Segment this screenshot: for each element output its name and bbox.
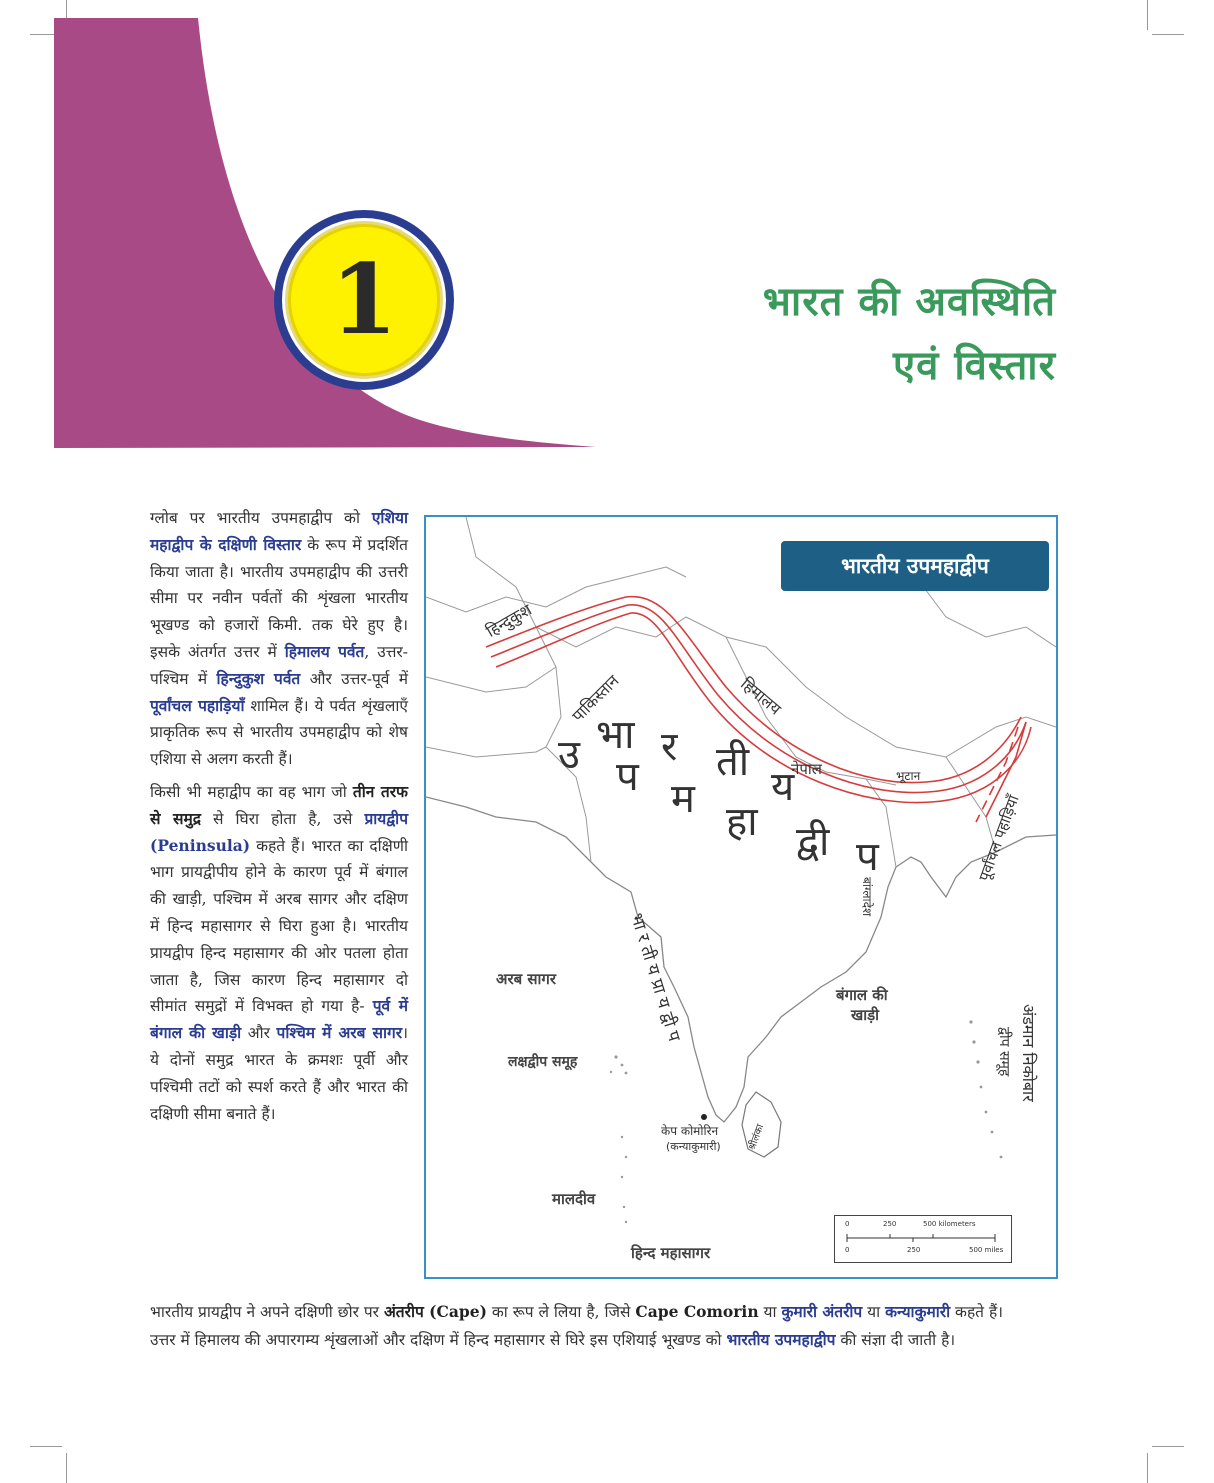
label-andaman-1: अंडमान निकोबार [1019, 1004, 1038, 1102]
label-arab-sagar: अरब सागर [496, 970, 556, 988]
text: कहते हैं। भारत का दक्षिणी भाग प्रायद्वीपीय होने के कारण पूर्व में बंगाल की खाड़ी, पश्चिम में अरब सागर और दक्षिण में हिन्द महासागर से घिरा हुआ है। भारतीय प्रायद्वीप हिन्द महासागर की ओर पतला होता जाता है, जिस कारण हिन्द महासागर दो सीमांत समुद्रों में विभक्त हो गया है- [150, 836, 408, 1016]
label-upmahadweep-5: द्वी [796, 819, 830, 865]
highlight: भारतीय उपमहाद्वीप [726, 1330, 836, 1349]
text: शामिल हैं। ये पर्वत शृंखलाएँ प्राकृतिक रूप से भारतीय उपमहाद्वीप को शेष एशिया से अलग करती हैं। [150, 696, 409, 769]
text: और [241, 1024, 277, 1043]
label-cape-comorin-2: (कन्याकुमारी) [666, 1140, 721, 1153]
highlight: कुमारी अंतरीप [781, 1302, 863, 1321]
label-bharatiya-2: र [661, 724, 678, 770]
chapter-title-line2: एवं विस्तार [893, 343, 1056, 389]
chapter-number: 1 [330, 243, 398, 356]
label-upmahadweep-4: हा [726, 799, 758, 845]
cape-comorin-dot [701, 1114, 707, 1120]
label-nepal: नेपाल [791, 760, 822, 778]
scale-km-250: 250 [883, 1220, 897, 1228]
highlight: हिमालय पर्वत [284, 641, 365, 661]
crop-mark [30, 1446, 62, 1447]
border-line [426, 667, 556, 692]
text: , उत्तर-पश्चिम में [150, 642, 408, 688]
chapter-banner [0, 0, 1214, 460]
bold-text: Cape Comorin [635, 1302, 759, 1321]
body-text [150, 505, 408, 1133]
label-bangladesh: बांग्लादेश [860, 877, 874, 917]
crop-mark [1147, 1453, 1148, 1483]
label-bangal-2: खाड़ी [851, 1006, 880, 1024]
subcontinent-map [424, 515, 1058, 1279]
label-upmahadweep-6: प [856, 834, 879, 880]
text: और उत्तर-पूर्व में [300, 669, 408, 688]
label-bangal-1: बंगाल की [836, 986, 888, 1004]
border-line [426, 747, 546, 757]
text: भारतीय प्रायद्वीप ने अपने दक्षिणी छोर पर [150, 1303, 384, 1321]
map-scale [834, 1215, 1012, 1263]
highlight: कन्याकुमारी [885, 1302, 951, 1321]
label-purvanchal: पूर्वांचल पहाड़ियाँ [974, 792, 1023, 884]
label-andaman-2: द्वीप समूह [996, 1027, 1012, 1077]
label-himalaya: हिमालय [737, 674, 785, 719]
label-bharatiya-4: य [771, 764, 795, 810]
text: ग्लोब पर भारतीय उपमहाद्वीप को [150, 509, 372, 527]
wide-text [150, 1298, 1062, 1354]
text: की संज्ञा दी जाती है। [835, 1331, 956, 1349]
text: या [758, 1303, 782, 1321]
text: कहते हैं। [950, 1303, 1004, 1321]
bold-text: अंतरीप (Cape) [383, 1302, 487, 1321]
highlight: एशिया महाद्वीप के दक्षिणी विस्तार [150, 508, 408, 554]
label-lakshadweep: लक्षद्वीप समूह [508, 1054, 578, 1070]
label-bharatiya-3: ती [716, 739, 750, 785]
label-cape-comorin-1: केप कोमोरिन [661, 1124, 719, 1138]
text: उत्तर में हिमालय की अपारगम्य शृंखलाओं और दक्षिण में हिन्द महासागर से घिरे इस एशियाई भूखण्ड को [150, 1331, 727, 1349]
highlight: पश्चिम में अरब सागर [276, 1023, 403, 1043]
highlight: पूर्व में बंगाल की खाड़ी [150, 996, 408, 1043]
scale-mi-250: 250 [907, 1246, 921, 1254]
text: या [862, 1303, 886, 1321]
bold-text: तीन तरफ से समुद्र [150, 781, 408, 828]
label-bharatiya-1: भा [596, 712, 635, 758]
paragraph-4 [150, 1326, 1062, 1354]
map-outline [426, 517, 1056, 1277]
paragraph-3 [150, 1298, 1062, 1326]
crop-mark [1152, 1446, 1184, 1447]
label-prayadweep: भा र ती य प्रा य द्वी प [626, 910, 684, 1044]
scale-km-label: 500 kilometers [923, 1220, 976, 1228]
text: । ये दोनों समुद्र भारत के क्रमशः पूर्वी और पश्चिमी तटों को स्पर्श करते हैं और भारत की दक्षिणी सीमा बनाते हैं। [150, 1024, 408, 1123]
paragraph-2 [150, 779, 408, 1127]
label-bhutan: भूटान [896, 769, 921, 783]
text: के रूप में प्रदर्शित किया जाता है। भारतीय उपमहाद्वीप की उत्तरी सीमा पर नवीन पर्वतों की शृंखला भारतीय भूखण्ड को हजारों किमी. तक घेरे हुए है। इसके अंतर्गत उत्तर में [150, 535, 408, 661]
label-upmahadweep-3: म [671, 776, 695, 822]
border-line [426, 567, 686, 612]
label-srilanka: श्रीलंका [746, 1122, 767, 1152]
chapter-title-line1: भारत की अवस्थिति [762, 279, 1056, 325]
label-maldives: मालदीव [552, 1190, 596, 1208]
scale-mi-0: 0 [845, 1246, 850, 1254]
label-upmahadweep-1: उ [558, 732, 580, 778]
highlight: हिन्दुकुश पर्वत [216, 668, 301, 688]
scale-km-0: 0 [845, 1220, 850, 1228]
text: से घिरा होता है, उसे [200, 809, 365, 828]
paragraph-1 [150, 505, 408, 773]
highlight: प्रायद्वीप (Peninsula) [150, 808, 408, 855]
scale-mi-label: 500 miles [969, 1246, 1004, 1254]
label-hind-mahasagar: हिन्द महासागर [631, 1244, 711, 1262]
label-pakistan: पाकिस्तान [568, 671, 623, 726]
highlight: पूर्वांचल पहाड़ियाँ [150, 695, 245, 715]
text: का रूप ले लिया है, जिसे [486, 1303, 636, 1321]
label-hindukush: हिन्दुकुश [482, 599, 535, 641]
label-upmahadweep-2: प [616, 754, 639, 800]
text: किसी भी महाद्वीप का वह भाग जो [150, 782, 353, 801]
map-title: भारतीय उपमहाद्वीप [781, 541, 1049, 591]
crop-mark [66, 1453, 67, 1483]
